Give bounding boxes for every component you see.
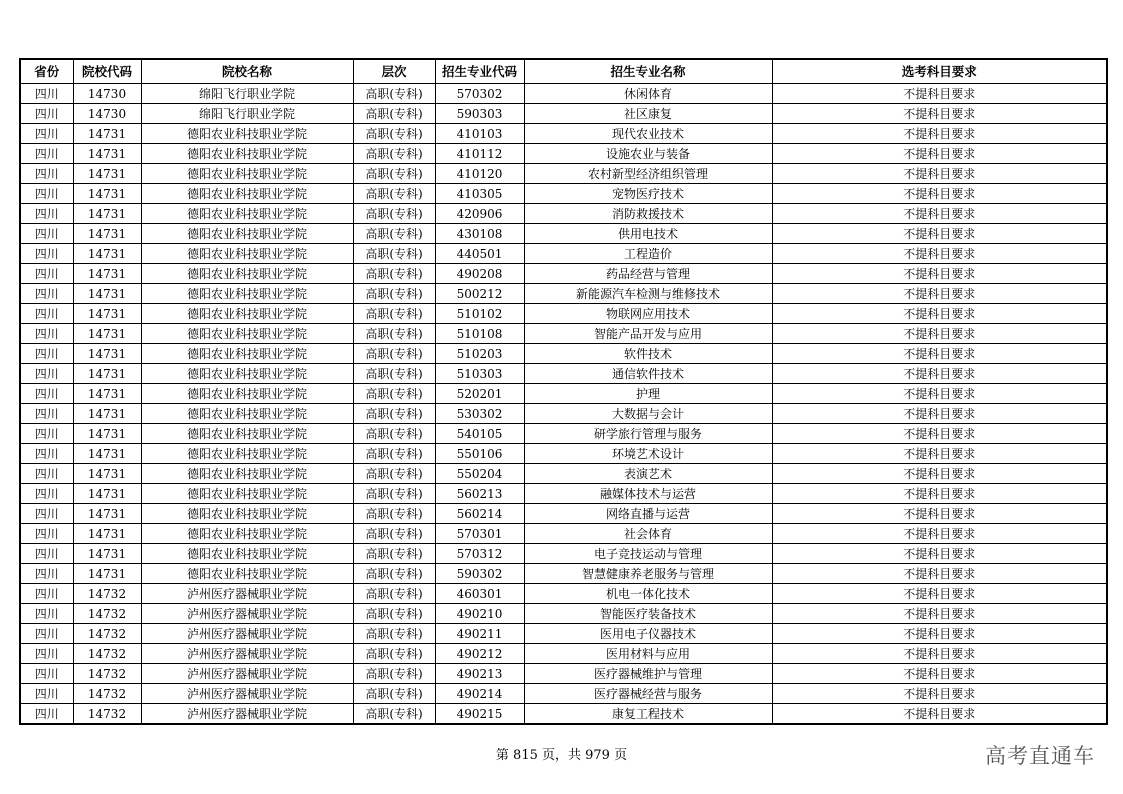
cell-major-code: 440501 xyxy=(435,244,524,264)
cell-level: 高职(专科) xyxy=(353,144,435,164)
cell-major-code: 590303 xyxy=(435,104,524,124)
header-school-name: 院校名称 xyxy=(141,59,353,84)
cell-school-name: 德阳农业科技职业学院 xyxy=(141,464,353,484)
cell-school-name: 德阳农业科技职业学院 xyxy=(141,424,353,444)
cell-major-code: 490211 xyxy=(435,624,524,644)
cell-school-code: 14731 xyxy=(73,224,141,244)
cell-subject-requirement: 不提科目要求 xyxy=(772,404,1107,424)
cell-major-code: 490212 xyxy=(435,644,524,664)
table-row xyxy=(20,684,1107,704)
cell-school-name: 德阳农业科技职业学院 xyxy=(141,164,353,184)
table-row xyxy=(20,124,1107,144)
cell-school-name: 泸州医疗器械职业学院 xyxy=(141,604,353,624)
cell-major-name: 大数据与会计 xyxy=(524,404,772,424)
cell-major-code: 590302 xyxy=(435,564,524,584)
cell-school-code: 14731 xyxy=(73,144,141,164)
table-row xyxy=(20,244,1107,264)
cell-province: 四川 xyxy=(20,584,73,604)
cell-level: 高职(专科) xyxy=(353,444,435,464)
cell-school-code: 14732 xyxy=(73,644,141,664)
cell-province: 四川 xyxy=(20,704,73,725)
table-row xyxy=(20,484,1107,504)
cell-school-name: 德阳农业科技职业学院 xyxy=(141,264,353,284)
cell-school-name: 德阳农业科技职业学院 xyxy=(141,404,353,424)
cell-major-code: 520201 xyxy=(435,384,524,404)
cell-major-name: 供用电技术 xyxy=(524,224,772,244)
cell-school-code: 14731 xyxy=(73,444,141,464)
cell-subject-requirement: 不提科目要求 xyxy=(772,684,1107,704)
cell-subject-requirement: 不提科目要求 xyxy=(772,564,1107,584)
cell-major-name: 宠物医疗技术 xyxy=(524,184,772,204)
cell-school-name: 德阳农业科技职业学院 xyxy=(141,244,353,264)
cell-level: 高职(专科) xyxy=(353,224,435,244)
cell-level: 高职(专科) xyxy=(353,464,435,484)
cell-major-name: 现代农业技术 xyxy=(524,124,772,144)
table-row xyxy=(20,164,1107,184)
table-row xyxy=(20,224,1107,244)
cell-province: 四川 xyxy=(20,664,73,684)
cell-major-name: 社区康复 xyxy=(524,104,772,124)
cell-major-code: 510108 xyxy=(435,324,524,344)
cell-major-name: 医疗器械经营与服务 xyxy=(524,684,772,704)
cell-school-code: 14732 xyxy=(73,624,141,644)
cell-school-name: 德阳农业科技职业学院 xyxy=(141,564,353,584)
cell-subject-requirement: 不提科目要求 xyxy=(772,604,1107,624)
cell-level: 高职(专科) xyxy=(353,364,435,384)
cell-subject-requirement: 不提科目要求 xyxy=(772,664,1107,684)
cell-province: 四川 xyxy=(20,624,73,644)
cell-school-name: 泸州医疗器械职业学院 xyxy=(141,664,353,684)
cell-province: 四川 xyxy=(20,524,73,544)
watermark-logo-text: 高考直通车 xyxy=(985,744,1095,768)
cell-major-name: 网络直播与运营 xyxy=(524,504,772,524)
table-row xyxy=(20,184,1107,204)
cell-subject-requirement: 不提科目要求 xyxy=(772,384,1107,404)
cell-subject-requirement: 不提科目要求 xyxy=(772,484,1107,504)
table-row xyxy=(20,644,1107,664)
cell-level: 高职(专科) xyxy=(353,344,435,364)
cell-subject-requirement: 不提科目要求 xyxy=(772,644,1107,664)
cell-school-name: 德阳农业科技职业学院 xyxy=(141,144,353,164)
cell-school-name: 德阳农业科技职业学院 xyxy=(141,384,353,404)
cell-level: 高职(专科) xyxy=(353,664,435,684)
table-row xyxy=(20,524,1107,544)
cell-major-name: 融媒体技术与运营 xyxy=(524,484,772,504)
cell-level: 高职(专科) xyxy=(353,624,435,644)
header-major-code: 招生专业代码 xyxy=(435,59,524,84)
table-row xyxy=(20,364,1107,384)
cell-major-name: 消防救援技术 xyxy=(524,204,772,224)
cell-province: 四川 xyxy=(20,444,73,464)
table-row xyxy=(20,204,1107,224)
cell-subject-requirement: 不提科目要求 xyxy=(772,104,1107,124)
cell-province: 四川 xyxy=(20,124,73,144)
cell-major-code: 560214 xyxy=(435,504,524,524)
cell-province: 四川 xyxy=(20,384,73,404)
header-level: 层次 xyxy=(353,59,435,84)
cell-school-code: 14731 xyxy=(73,564,141,584)
cell-school-code: 14731 xyxy=(73,304,141,324)
cell-level: 高职(专科) xyxy=(353,124,435,144)
cell-school-code: 14731 xyxy=(73,204,141,224)
cell-school-code: 14731 xyxy=(73,504,141,524)
header-province: 省份 xyxy=(20,59,73,84)
cell-province: 四川 xyxy=(20,284,73,304)
table-header-row xyxy=(20,59,1107,84)
cell-subject-requirement: 不提科目要求 xyxy=(772,84,1107,104)
cell-school-name: 绵阳飞行职业学院 xyxy=(141,84,353,104)
table-row xyxy=(20,624,1107,644)
cell-major-name: 药品经营与管理 xyxy=(524,264,772,284)
cell-school-code: 14731 xyxy=(73,364,141,384)
cell-school-code: 14732 xyxy=(73,684,141,704)
table-row xyxy=(20,304,1107,324)
cell-school-code: 14731 xyxy=(73,544,141,564)
cell-province: 四川 xyxy=(20,184,73,204)
cell-major-name: 设施农业与装备 xyxy=(524,144,772,164)
cell-school-code: 14731 xyxy=(73,484,141,504)
table-row xyxy=(20,444,1107,464)
cell-major-name: 工程造价 xyxy=(524,244,772,264)
cell-major-name: 机电一体化技术 xyxy=(524,584,772,604)
cell-major-name: 农村新型经济组织管理 xyxy=(524,164,772,184)
cell-province: 四川 xyxy=(20,564,73,584)
cell-province: 四川 xyxy=(20,684,73,704)
cell-province: 四川 xyxy=(20,324,73,344)
cell-major-name: 休闲体育 xyxy=(524,84,772,104)
cell-major-code: 550204 xyxy=(435,464,524,484)
cell-level: 高职(专科) xyxy=(353,584,435,604)
cell-major-code: 410112 xyxy=(435,144,524,164)
cell-major-name: 电子竞技运动与管理 xyxy=(524,544,772,564)
page-number: 第 815 页，共 979 页 xyxy=(495,748,628,763)
cell-school-name: 德阳农业科技职业学院 xyxy=(141,344,353,364)
cell-major-name: 医用电子仪器技术 xyxy=(524,624,772,644)
cell-level: 高职(专科) xyxy=(353,484,435,504)
cell-school-code: 14731 xyxy=(73,424,141,444)
cell-major-code: 550106 xyxy=(435,444,524,464)
cell-level: 高职(专科) xyxy=(353,424,435,444)
cell-level: 高职(专科) xyxy=(353,404,435,424)
cell-major-code: 490208 xyxy=(435,264,524,284)
cell-province: 四川 xyxy=(20,604,73,624)
cell-subject-requirement: 不提科目要求 xyxy=(772,284,1107,304)
cell-school-name: 德阳农业科技职业学院 xyxy=(141,504,353,524)
cell-level: 高职(专科) xyxy=(353,184,435,204)
cell-major-name: 新能源汽车检测与维修技术 xyxy=(524,284,772,304)
cell-major-name: 康复工程技术 xyxy=(524,704,772,725)
cell-school-name: 德阳农业科技职业学院 xyxy=(141,124,353,144)
cell-school-name: 德阳农业科技职业学院 xyxy=(141,444,353,464)
cell-school-name: 德阳农业科技职业学院 xyxy=(141,324,353,344)
cell-major-code: 510203 xyxy=(435,344,524,364)
cell-major-name: 环境艺术设计 xyxy=(524,444,772,464)
cell-subject-requirement: 不提科目要求 xyxy=(772,264,1107,284)
cell-major-name: 医用材料与应用 xyxy=(524,644,772,664)
cell-province: 四川 xyxy=(20,344,73,364)
cell-school-name: 泸州医疗器械职业学院 xyxy=(141,624,353,644)
cell-major-code: 540105 xyxy=(435,424,524,444)
cell-major-code: 430108 xyxy=(435,224,524,244)
table-row xyxy=(20,284,1107,304)
cell-province: 四川 xyxy=(20,404,73,424)
cell-school-code: 14731 xyxy=(73,184,141,204)
cell-school-name: 德阳农业科技职业学院 xyxy=(141,184,353,204)
cell-province: 四川 xyxy=(20,244,73,264)
cell-major-code: 570302 xyxy=(435,84,524,104)
cell-major-code: 460301 xyxy=(435,584,524,604)
cell-province: 四川 xyxy=(20,424,73,444)
table-row xyxy=(20,104,1107,124)
cell-level: 高职(专科) xyxy=(353,544,435,564)
cell-province: 四川 xyxy=(20,464,73,484)
cell-school-code: 14731 xyxy=(73,264,141,284)
cell-school-code: 14731 xyxy=(73,404,141,424)
cell-major-name: 物联网应用技术 xyxy=(524,304,772,324)
cell-major-name: 智能产品开发与应用 xyxy=(524,324,772,344)
cell-major-code: 420906 xyxy=(435,204,524,224)
cell-major-code: 490214 xyxy=(435,684,524,704)
cell-subject-requirement: 不提科目要求 xyxy=(772,624,1107,644)
cell-major-code: 510303 xyxy=(435,364,524,384)
cell-school-code: 14731 xyxy=(73,344,141,364)
table-row xyxy=(20,604,1107,624)
cell-school-code: 14731 xyxy=(73,124,141,144)
cell-school-name: 德阳农业科技职业学院 xyxy=(141,524,353,544)
table-row xyxy=(20,544,1107,564)
cell-level: 高职(专科) xyxy=(353,284,435,304)
cell-major-code: 410305 xyxy=(435,184,524,204)
table-row xyxy=(20,384,1107,404)
cell-major-name: 智慧健康养老服务与管理 xyxy=(524,564,772,584)
cell-school-code: 14731 xyxy=(73,284,141,304)
cell-school-name: 绵阳飞行职业学院 xyxy=(141,104,353,124)
cell-level: 高职(专科) xyxy=(353,384,435,404)
cell-subject-requirement: 不提科目要求 xyxy=(772,504,1107,524)
cell-subject-requirement: 不提科目要求 xyxy=(772,324,1107,344)
cell-major-code: 490210 xyxy=(435,604,524,624)
cell-province: 四川 xyxy=(20,164,73,184)
cell-school-code: 14732 xyxy=(73,604,141,624)
cell-school-code: 14731 xyxy=(73,524,141,544)
table-row xyxy=(20,424,1107,444)
table-row xyxy=(20,264,1107,284)
cell-major-code: 510102 xyxy=(435,304,524,324)
cell-level: 高职(专科) xyxy=(353,324,435,344)
cell-level: 高职(专科) xyxy=(353,84,435,104)
cell-subject-requirement: 不提科目要求 xyxy=(772,584,1107,604)
cell-level: 高职(专科) xyxy=(353,204,435,224)
cell-province: 四川 xyxy=(20,84,73,104)
cell-province: 四川 xyxy=(20,104,73,124)
table-row xyxy=(20,584,1107,604)
cell-subject-requirement: 不提科目要求 xyxy=(772,544,1107,564)
cell-level: 高职(专科) xyxy=(353,244,435,264)
cell-school-name: 泸州医疗器械职业学院 xyxy=(141,644,353,664)
cell-school-name: 德阳农业科技职业学院 xyxy=(141,204,353,224)
cell-subject-requirement: 不提科目要求 xyxy=(772,344,1107,364)
table-row xyxy=(20,404,1107,424)
table-row xyxy=(20,84,1107,104)
header-subject-requirement: 选考科目要求 xyxy=(772,59,1107,84)
cell-subject-requirement: 不提科目要求 xyxy=(772,144,1107,164)
cell-major-code: 410120 xyxy=(435,164,524,184)
cell-subject-requirement: 不提科目要求 xyxy=(772,424,1107,444)
cell-province: 四川 xyxy=(20,364,73,384)
cell-major-code: 570312 xyxy=(435,544,524,564)
cell-province: 四川 xyxy=(20,204,73,224)
cell-province: 四川 xyxy=(20,224,73,244)
cell-major-code: 500212 xyxy=(435,284,524,304)
header-major-name: 招生专业名称 xyxy=(524,59,772,84)
cell-school-code: 14731 xyxy=(73,324,141,344)
table-row xyxy=(20,704,1107,725)
cell-school-code: 14732 xyxy=(73,664,141,684)
cell-subject-requirement: 不提科目要求 xyxy=(772,224,1107,244)
cell-major-name: 软件技术 xyxy=(524,344,772,364)
table-row xyxy=(20,464,1107,484)
cell-major-code: 490213 xyxy=(435,664,524,684)
cell-major-name: 通信软件技术 xyxy=(524,364,772,384)
cell-level: 高职(专科) xyxy=(353,684,435,704)
cell-level: 高职(专科) xyxy=(353,264,435,284)
table-row xyxy=(20,144,1107,164)
cell-province: 四川 xyxy=(20,144,73,164)
cell-major-name: 护理 xyxy=(524,384,772,404)
cell-province: 四川 xyxy=(20,484,73,504)
cell-school-code: 14732 xyxy=(73,704,141,725)
cell-major-name: 研学旅行管理与服务 xyxy=(524,424,772,444)
cell-subject-requirement: 不提科目要求 xyxy=(772,364,1107,384)
cell-level: 高职(专科) xyxy=(353,504,435,524)
cell-school-name: 泸州医疗器械职业学院 xyxy=(141,584,353,604)
cell-subject-requirement: 不提科目要求 xyxy=(772,124,1107,144)
cell-school-name: 德阳农业科技职业学院 xyxy=(141,364,353,384)
cell-level: 高职(专科) xyxy=(353,304,435,324)
cell-province: 四川 xyxy=(20,504,73,524)
cell-major-name: 社会体育 xyxy=(524,524,772,544)
cell-province: 四川 xyxy=(20,544,73,564)
cell-subject-requirement: 不提科目要求 xyxy=(772,244,1107,264)
table-body xyxy=(20,84,1107,725)
cell-province: 四川 xyxy=(20,644,73,664)
header-school-code: 院校代码 xyxy=(73,59,141,84)
cell-major-code: 570301 xyxy=(435,524,524,544)
cell-subject-requirement: 不提科目要求 xyxy=(772,304,1107,324)
cell-province: 四川 xyxy=(20,304,73,324)
cell-major-name: 智能医疗装备技术 xyxy=(524,604,772,624)
cell-school-name: 德阳农业科技职业学院 xyxy=(141,224,353,244)
cell-major-code: 490215 xyxy=(435,704,524,725)
cell-major-code: 560213 xyxy=(435,484,524,504)
cell-school-name: 德阳农业科技职业学院 xyxy=(141,284,353,304)
table-row xyxy=(20,664,1107,684)
cell-subject-requirement: 不提科目要求 xyxy=(772,164,1107,184)
cell-subject-requirement: 不提科目要求 xyxy=(772,524,1107,544)
cell-subject-requirement: 不提科目要求 xyxy=(772,204,1107,224)
cell-major-name: 表演艺术 xyxy=(524,464,772,484)
cell-subject-requirement: 不提科目要求 xyxy=(772,184,1107,204)
cell-major-name: 医疗器械维护与管理 xyxy=(524,664,772,684)
table-row xyxy=(20,504,1107,524)
cell-subject-requirement: 不提科目要求 xyxy=(772,444,1107,464)
cell-level: 高职(专科) xyxy=(353,564,435,584)
cell-major-code: 410103 xyxy=(435,124,524,144)
table-row xyxy=(20,324,1107,344)
cell-subject-requirement: 不提科目要求 xyxy=(772,464,1107,484)
cell-school-code: 14730 xyxy=(73,84,141,104)
cell-school-name: 德阳农业科技职业学院 xyxy=(141,304,353,324)
cell-school-code: 14731 xyxy=(73,244,141,264)
cell-level: 高职(专科) xyxy=(353,644,435,664)
cell-subject-requirement: 不提科目要求 xyxy=(772,704,1107,725)
cell-level: 高职(专科) xyxy=(353,604,435,624)
cell-school-name: 德阳农业科技职业学院 xyxy=(141,484,353,504)
admission-table xyxy=(19,58,1108,725)
cell-school-code: 14730 xyxy=(73,104,141,124)
cell-school-code: 14731 xyxy=(73,164,141,184)
cell-major-code: 530302 xyxy=(435,404,524,424)
cell-level: 高职(专科) xyxy=(353,164,435,184)
cell-school-code: 14732 xyxy=(73,584,141,604)
table-row xyxy=(20,564,1107,584)
cell-school-name: 德阳农业科技职业学院 xyxy=(141,544,353,564)
cell-level: 高职(专科) xyxy=(353,524,435,544)
cell-level: 高职(专科) xyxy=(353,104,435,124)
cell-school-name: 泸州医疗器械职业学院 xyxy=(141,704,353,725)
cell-school-name: 泸州医疗器械职业学院 xyxy=(141,684,353,704)
cell-province: 四川 xyxy=(20,264,73,284)
cell-school-code: 14731 xyxy=(73,384,141,404)
cell-school-code: 14731 xyxy=(73,464,141,484)
cell-level: 高职(专科) xyxy=(353,704,435,725)
table-row xyxy=(20,344,1107,364)
